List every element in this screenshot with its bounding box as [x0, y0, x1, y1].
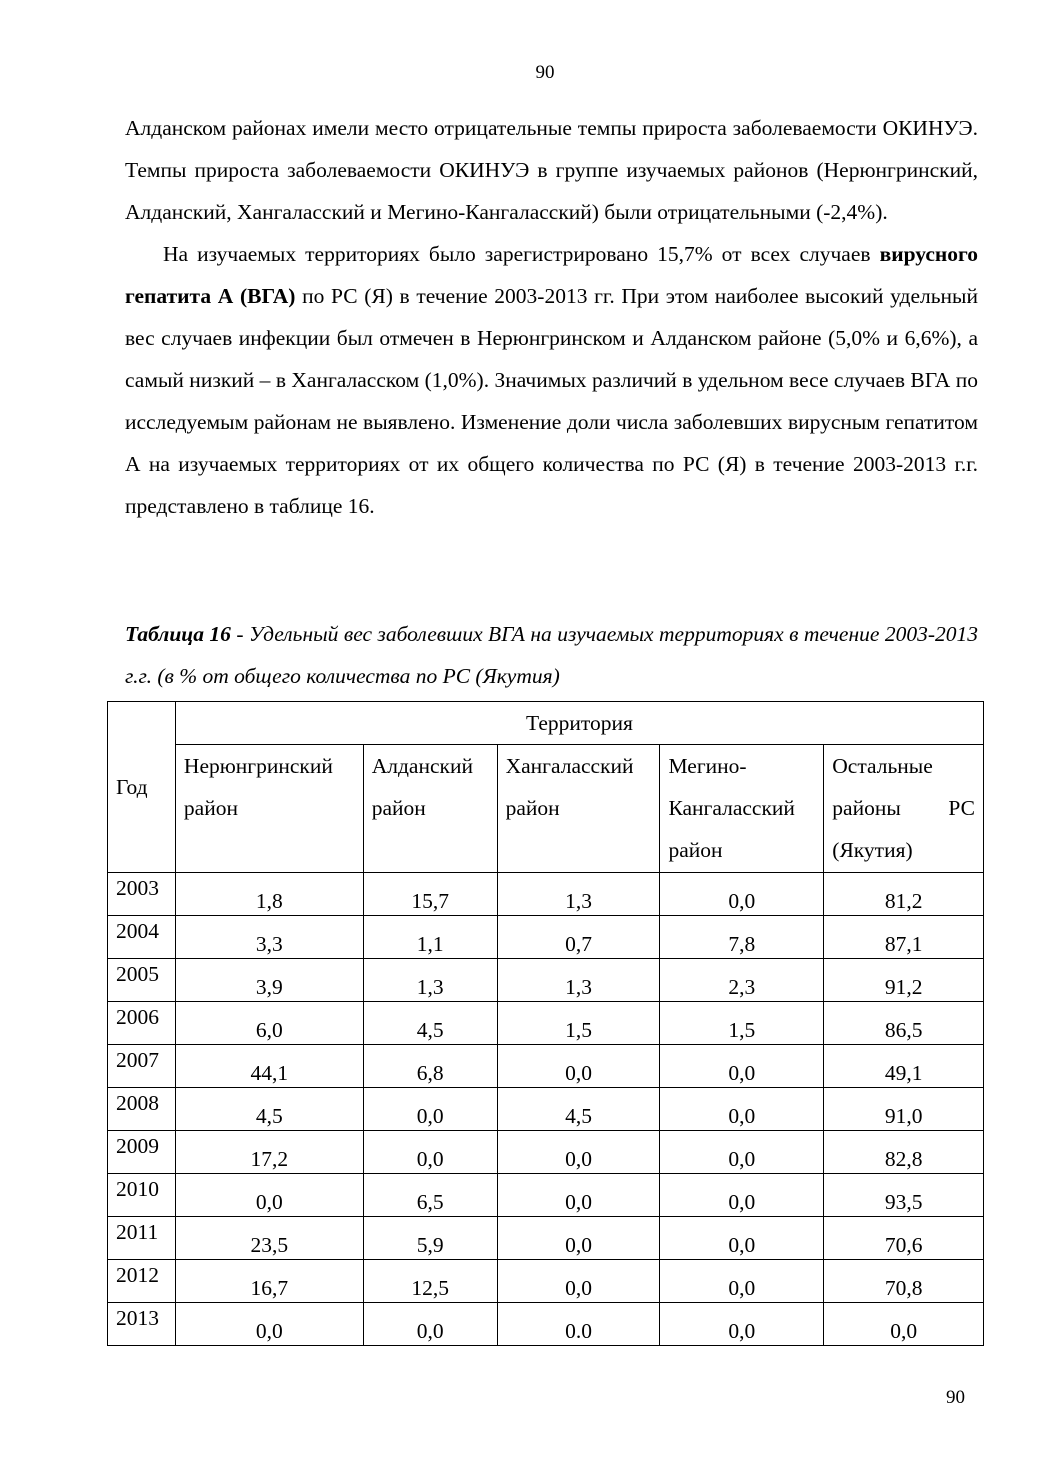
column-header-3-line2: район	[505, 796, 560, 820]
column-header-3-line3	[506, 829, 652, 871]
value-cell: 49,1	[824, 1045, 984, 1088]
value-cell: 1,3	[497, 959, 660, 1002]
value-cell: 0,0	[497, 1131, 660, 1174]
value-cell: 0,0	[497, 1045, 660, 1088]
value-cell: 15,7	[363, 873, 497, 916]
value-cell: 70,6	[824, 1217, 984, 1260]
year-cell: 2005	[108, 959, 176, 1002]
value-cell: 3,3	[175, 916, 363, 959]
data-table	[107, 701, 984, 1346]
value-cell: 0,0	[660, 1088, 824, 1131]
value-cell: 0,0	[497, 1260, 660, 1303]
table-row	[108, 873, 984, 916]
table-row	[108, 916, 984, 959]
value-cell: 0,0	[660, 1217, 824, 1260]
value-cell: 0,0	[497, 1217, 660, 1260]
value-cell: 1,5	[660, 1002, 824, 1045]
value-cell: 93,5	[824, 1174, 984, 1217]
value-cell: 82,8	[824, 1131, 984, 1174]
table-row	[108, 1260, 984, 1303]
column-header-5-line2: районы РС	[832, 796, 975, 820]
value-cell: 4,5	[363, 1002, 497, 1045]
table-row	[108, 1002, 984, 1045]
value-cell: 4,5	[175, 1088, 363, 1131]
column-header-2	[363, 745, 497, 873]
value-cell: 70,8	[824, 1260, 984, 1303]
value-cell: 0,0	[175, 1303, 363, 1346]
value-cell: 0,0	[497, 1174, 660, 1217]
column-header-4-line1: Мегино-	[668, 754, 747, 778]
value-cell: 17,2	[175, 1131, 363, 1174]
body-text	[125, 107, 978, 527]
column-header-3-line1: Хангаласский	[505, 754, 634, 778]
value-cell: 7,8	[660, 916, 824, 959]
paragraph-2-bold: вирусного гепатита А (ВГА)	[125, 242, 978, 308]
year-cell: 2006	[108, 1002, 176, 1045]
table-body	[108, 873, 984, 1346]
value-cell: 1,3	[363, 959, 497, 1002]
column-header-2-line1: Алданский	[371, 754, 473, 778]
year-cell: 2010	[108, 1174, 176, 1217]
column-header-4	[660, 745, 824, 873]
table-row	[108, 1217, 984, 1260]
column-header-4-line2: Кангаласский	[668, 796, 795, 820]
table-row	[108, 1131, 984, 1174]
column-header-5	[824, 745, 984, 873]
paragraph-2-part-2: по РС (Я) в течение 2003-2013 гг. При этом наиболее высокий удельный вес случаев инфекции был отмечен в Нерюнгринском и Алданском районе (5,0% и 6,6%), а самый низкий – в Хангаласском (1,0%). Значимых различий в удельном весе случаев ВГА по исследуемым районам не выявлено. Изменение доли числа заболевших вирусным гепатитом А на изучаемых территориях от их общего количества по РС (Я) в течение 2003-2013 г.г. представлено в таблице 16.	[125, 284, 978, 518]
column-header-4-line3: район	[668, 838, 723, 862]
column-header-5-line1: Остальные	[832, 754, 933, 778]
value-cell: 6,5	[363, 1174, 497, 1217]
value-cell: 0,0	[660, 1174, 824, 1217]
value-cell: 0,0	[363, 1303, 497, 1346]
value-cell: 0,0	[175, 1174, 363, 1217]
value-cell: 4,5	[497, 1088, 660, 1131]
year-cell: 2008	[108, 1088, 176, 1131]
value-cell: 3,9	[175, 959, 363, 1002]
value-cell: 0,0	[824, 1303, 984, 1346]
value-cell: 1,8	[175, 873, 363, 916]
value-cell: 1,5	[497, 1002, 660, 1045]
value-cell: 0,0	[363, 1131, 497, 1174]
value-cell: 87,1	[824, 916, 984, 959]
table-caption-text: - Удельный вес заболевших ВГА на изучаемых территориях в течение 2003-2013 г.г. (в % от общего количества по РС (Якутия)	[125, 622, 978, 688]
value-cell: 6,8	[363, 1045, 497, 1088]
paragraph-2-part-1: На изучаемых территориях было зарегистрировано 15,7% от всех случаев	[163, 242, 880, 266]
value-cell: 44,1	[175, 1045, 363, 1088]
paragraph-2	[125, 233, 978, 527]
value-cell: 86,5	[824, 1002, 984, 1045]
value-cell: 0,7	[497, 916, 660, 959]
table-row	[108, 1303, 984, 1346]
page-number-top: 90	[535, 62, 555, 83]
paragraph-1: Алданском районах имели место отрицательные темпы прироста заболеваемости ОКИНУЭ. Темпы прироста заболеваемости ОКИНУЭ в группе изучаемых районов (Нерюнгринский, Алданский, Хангаласский и Мегино-Кангаласский) были отрицательными (-2,4%).	[125, 116, 978, 224]
value-cell: 0,0	[660, 1131, 824, 1174]
column-header-2-line2: район	[371, 796, 426, 820]
value-cell: 23,5	[175, 1217, 363, 1260]
table-caption-label: Таблица 16	[125, 622, 231, 646]
table-caption	[125, 613, 978, 697]
page-number-bottom: 90	[946, 1387, 965, 1408]
year-cell: 2009	[108, 1131, 176, 1174]
year-cell: 2003	[108, 873, 176, 916]
value-cell: 0,0	[660, 873, 824, 916]
table-row	[108, 1174, 984, 1217]
table-row	[108, 959, 984, 1002]
value-cell: 2,3	[660, 959, 824, 1002]
value-cell: 0,0	[660, 1303, 824, 1346]
value-cell: 91,0	[824, 1088, 984, 1131]
value-cell: 1,1	[363, 916, 497, 959]
year-header: Год	[108, 702, 176, 873]
column-header-5-line3: (Якутия)	[832, 838, 913, 862]
year-cell: 2004	[108, 916, 176, 959]
column-header-1-line3	[184, 829, 355, 871]
column-header-3	[497, 745, 660, 873]
territory-header: Территория	[175, 702, 983, 745]
value-cell: 6,0	[175, 1002, 363, 1045]
table-row	[108, 1088, 984, 1131]
year-cell: 2011	[108, 1217, 176, 1260]
table-row	[108, 1045, 984, 1088]
value-cell: 0,0	[660, 1045, 824, 1088]
column-header-row	[108, 745, 984, 873]
value-cell: 5,9	[363, 1217, 497, 1260]
value-cell: 0,0	[660, 1260, 824, 1303]
year-cell: 2012	[108, 1260, 176, 1303]
value-cell: 12,5	[363, 1260, 497, 1303]
year-cell: 2013	[108, 1303, 176, 1346]
year-cell: 2007	[108, 1045, 176, 1088]
column-header-2-line3	[372, 829, 489, 871]
value-cell: 91,2	[824, 959, 984, 1002]
column-header-1	[175, 745, 363, 873]
value-cell: 0.0	[497, 1303, 660, 1346]
value-cell: 0,0	[363, 1088, 497, 1131]
value-cell: 16,7	[175, 1260, 363, 1303]
value-cell: 1,3	[497, 873, 660, 916]
value-cell: 81,2	[824, 873, 984, 916]
column-header-1-line1: Нерюнгринский	[183, 754, 333, 778]
column-header-1-line2: район	[183, 796, 238, 820]
